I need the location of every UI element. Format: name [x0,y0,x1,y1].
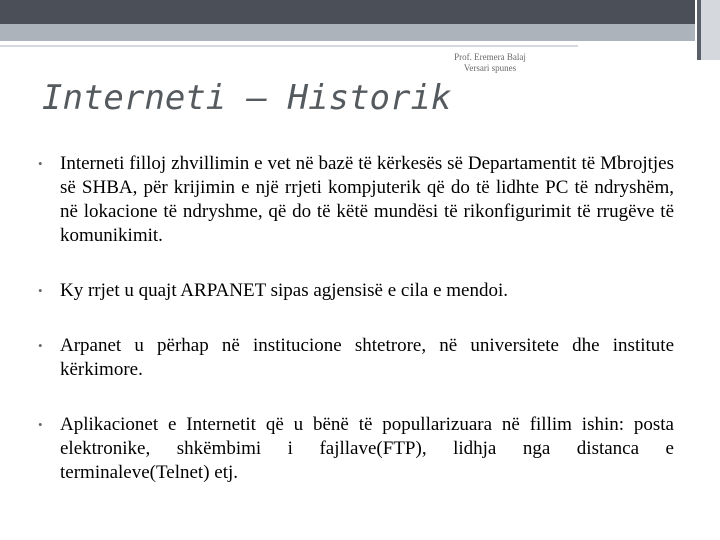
bullet-text: Arpanet u përhap në institucione shtetrore, në universitete dhe institute kërkimore. [60,335,674,380]
slide-title: Interneti – Historik [42,78,452,118]
header-right-block [701,0,720,60]
author-line-1: Prof. Eremera Balaj [454,52,526,62]
bullet-item [38,413,674,485]
bullet-text: Interneti filloj zhvillimin e vet në bazë të kërkesës së Departamentit të Mbrojtjes së SHBA, për krijimin e një rrjeti kompjuterik që do të lidhte PC të ndryshëm, në lokacione të ndryshme, që do të këtë mundësi të rikonfigurimit të rrugëve të komunikimit. [60,153,674,246]
bullet-item [38,334,674,382]
bullet-text: Aplikacionet e Internetit që u bënë të popullarizuara në fillim ishin: posta elektronike, shkëmbimi i fajllave(FTP), lidhja nga distanca e terminaleve(Telnet) etj. [60,414,674,483]
bullet-marker: • [38,338,43,353]
bullet-item [38,152,674,248]
header-dark-bar [0,0,695,24]
author-line-2: Versari spunes [463,63,517,73]
bullet-marker: • [38,156,43,171]
bullet-text: Ky rrjet u quajt ARPANET sipas agjensisë e cila e mendoi. [60,280,509,301]
bullet-marker: • [38,417,43,432]
bullet-marker: • [38,283,43,298]
author-note [430,52,550,74]
bullet-item [38,279,674,303]
header-grey-bar [0,24,695,41]
header-divider-line [0,45,578,47]
bullet-list [38,152,674,485]
